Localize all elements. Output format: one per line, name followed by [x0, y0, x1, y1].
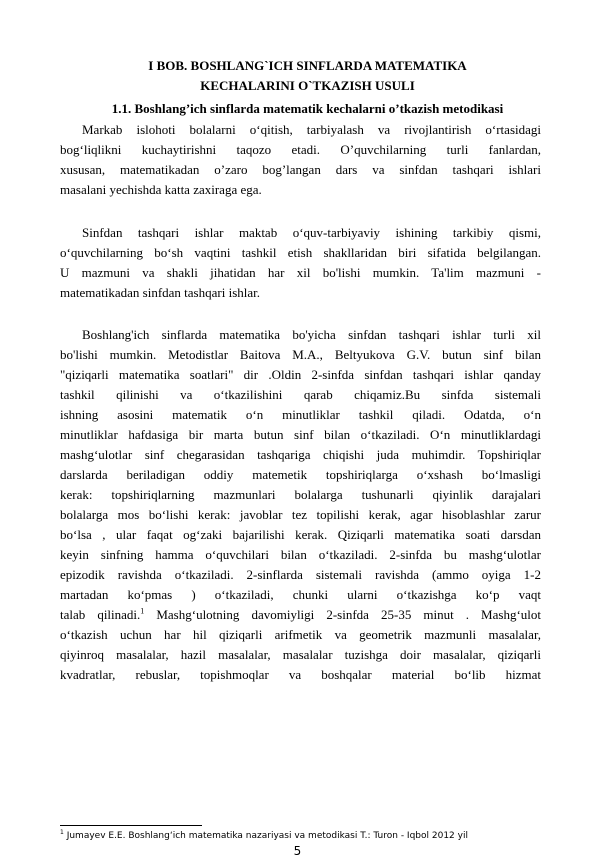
paragraph-3: [60, 325, 541, 685]
paragraph-2: [60, 223, 541, 303]
text-fragment: talab qilinadi.: [60, 607, 141, 622]
text-line: minutliklar hafdasiga bir marta butun sinf bilan o‘tkaziladi. O‘n minutliklardagi: [60, 427, 541, 442]
text-fragment: Mashg‘ulotning davomiyligi 2-sinfda 25-35 minut . Mashg‘ulot: [144, 607, 541, 622]
text-line: kerak: topshiriqlarning mazmunlari bolalarga tushunarli qiyinlik darajalari: [60, 487, 541, 502]
footnote: [60, 827, 468, 842]
text-line: bog‘liqlikni kuchaytirishni taqozo etadi. O’quvchilarning turli fanlardan,: [60, 142, 541, 157]
text-line: masalani yechishda katta zaxiraga ega.: [60, 182, 262, 197]
text-line: bo‘lsa , ular faqat og‘zaki bajarilishi kerak. Qiziqarli matematika soati darsdan: [60, 527, 541, 542]
text-line: Boshlang'ich sinflarda matematika bo'yicha sinfdan tashqari ishlar turli xil: [82, 327, 541, 342]
text-line: qiyinroq masalalar, hazil masalalar, masalalar tuzishga doir masalalar, qiziqarli: [60, 647, 541, 662]
paragraph-1: [60, 120, 541, 200]
section-heading: 1.1. Boshlang’ich sinflarda matematik kechalarni o’tkazish metodikasi: [111, 101, 504, 116]
text-line: epizodik ravishda o‘tkaziladi. 2-sinflarda sistemali ravishda (ammo oyiga 1-2: [60, 567, 541, 582]
text-line: o‘quvchilarning bo‘sh vaqtini tashkil etish shakllaridan biri sifatida belgilangan.: [60, 245, 541, 260]
chapter-title-line-1: I BOB. BOSHLANG`ICH SINFLARDA MATEMATIKA: [148, 58, 467, 73]
text-line: bolalarga mos bo‘lishi kerak: javoblar tez topilishi kerak, agar hisoblashlar zarur: [60, 507, 541, 522]
text-line: Sinfdan tashqari ishlar maktab o‘quv-tarbiyaviy ishining tarkibiy qismi,: [82, 225, 541, 240]
text-line: Markab islohoti bolalarni o‘qitish, tarbiyalash va rivojlantirish o‘rtasidagi: [82, 122, 541, 137]
chapter-title-line-2: KECHALARINI O`TKAZISH USULI: [200, 78, 415, 93]
text-line: kvadratlar, rebuslar, topishmoqlar va boshqalar material bo‘lib hizmat: [60, 667, 541, 682]
text-line: xususan, matematikadan o’zaro bog’langan dars va sinfdan tashqari ishlari: [60, 162, 541, 177]
text-line: darslarda beriladigan oddiy matemetik topshiriqlarga o‘xshash bo‘lmasligi: [60, 467, 541, 482]
text-line: bo'lishi mumkin. Metodistlar Baitova M.A., Beltyukova G.V. butun sinf bilan: [60, 347, 541, 362]
text-line: martadan ko‘pmas ) o‘tkaziladi, chunki ularni o‘tkazishga ko‘p vaqt: [60, 587, 541, 602]
text-line: tashkil qilinishi va o‘tkazilishini qarab chiqamiz.Bu sinfda sistemali: [60, 387, 541, 402]
text-line-with-footnote-ref: [60, 605, 541, 625]
text-line: o‘tkazish uchun har hil qiziqarli arifmetik va geometrik mazmunli masalalar,: [60, 627, 541, 642]
text-line: matematikadan sinfdan tashqari ishlar.: [60, 285, 260, 300]
text-line: "qiziqarli matematika soatlari" dir .Oldin 2-sinfda sinfdan tashqari ishlar qanday: [60, 367, 541, 382]
text-line: mashg‘ulotlar sinf chegarasidan tashqariga chiqishi juda muhimdir. Topshiriqlar: [60, 447, 541, 462]
page-number: 5: [293, 844, 302, 858]
text-line: U mazmuni va shakli jihatidan har xil bo'lishi mumkin. Ta'lim mazmuni -: [60, 265, 541, 280]
footnote-separator: [60, 825, 202, 826]
text-line: keyin sinfning hamma o‘quvchilari bilan o‘tkaziladi. 2-sinfda bu mashg‘ulotlar: [60, 547, 541, 562]
text-line: ishning asosini matematik o‘n minutliklar tashkil qiladi. Odatda, o‘n: [60, 407, 541, 422]
footnote-number: 1: [60, 829, 64, 836]
footnote-text: Jumayev E.E. Boshlang‘ich matematika nazariyasi va metodikasi T.: Turon - Iqbol 2012 yil: [63, 831, 468, 841]
footnote-reference[interactable]: 1: [140, 606, 145, 616]
